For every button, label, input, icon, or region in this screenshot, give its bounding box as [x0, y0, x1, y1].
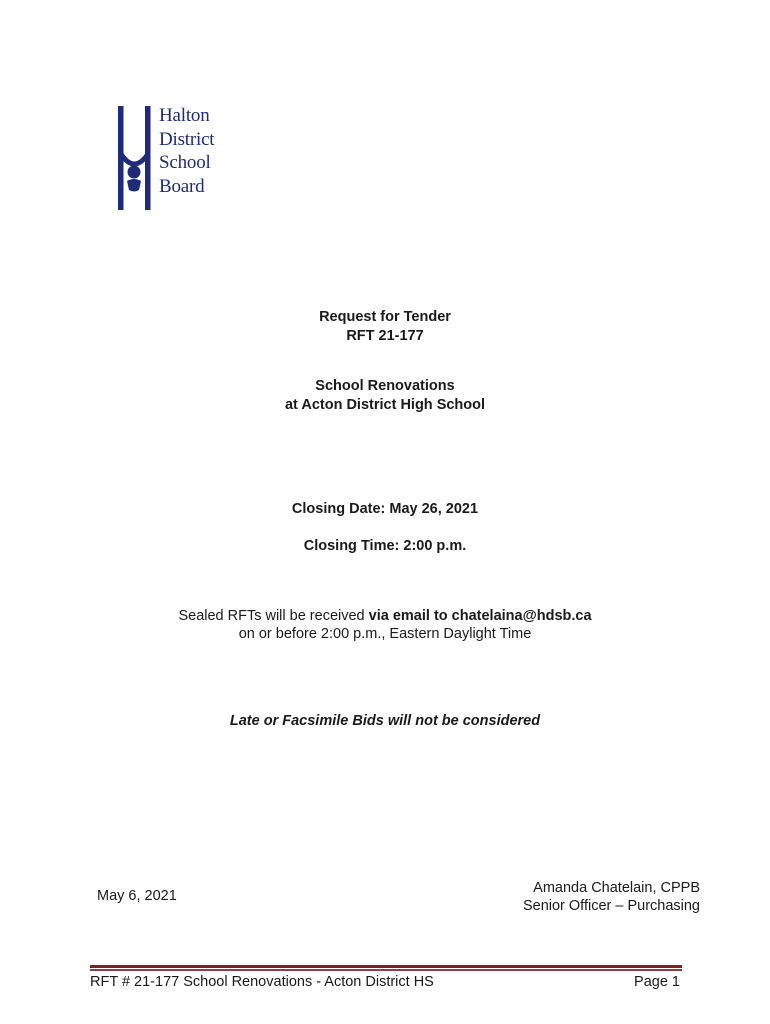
footer-rule-thin [90, 969, 682, 971]
signatory-name: Amanda Chatelain, CPPB [533, 880, 700, 896]
footer-rule [90, 965, 682, 968]
logo-wordmark [159, 104, 214, 198]
submission-email: via email to chatelaina@hdsb.ca [368, 608, 592, 624]
footer-doc-ref: RFT # 21-177 School Renovations - Acton District HS [90, 974, 434, 990]
project-title: School Renovations [315, 378, 455, 394]
doc-title: Request for Tender [319, 309, 451, 325]
hdsb-logo-mark-icon [117, 104, 157, 214]
submission-line-1 [0, 608, 770, 624]
issue-date: May 6, 2021 [97, 888, 177, 904]
hdsb-logo [117, 104, 237, 214]
submission-prefix: Sealed RFTs will be received [178, 608, 369, 624]
footer-page-number: Page 1 [634, 974, 680, 990]
closing-date: Closing Date: May 26, 2021 [291, 501, 479, 517]
submission-line-2: on or before 2:00 p.m., Eastern Daylight Time [238, 626, 532, 642]
closing-time: Closing Time: 2:00 p.m. [303, 538, 467, 554]
signatory-title: Senior Officer – Purchasing [522, 898, 700, 914]
project-location: at Acton District High School [284, 397, 486, 413]
logo-line-1: Halton [159, 105, 210, 126]
logo-line-3: School [159, 152, 211, 173]
late-bids-notice: Late or Facsimile Bids will not be considered [229, 713, 541, 729]
logo-line-4: Board [159, 175, 205, 197]
logo-line-2: District [159, 128, 215, 150]
rft-number: RFT 21-177 [346, 328, 424, 344]
